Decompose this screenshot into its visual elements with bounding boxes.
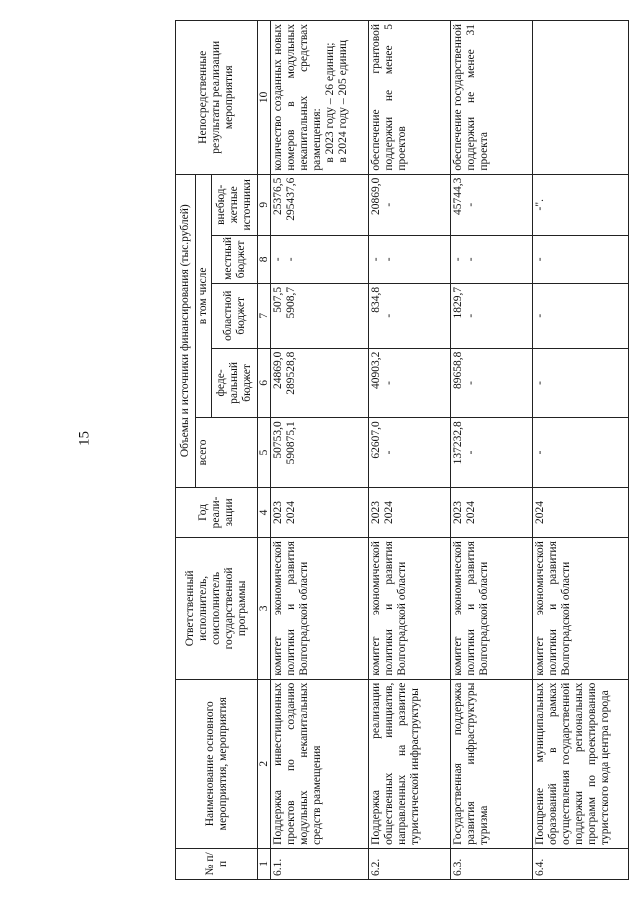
amount: 295437,6 [285,177,298,221]
row-federal [271,348,369,418]
year-value: 2023 [272,500,285,524]
amount: - [272,257,285,262]
col-number: 6 [258,348,271,418]
amount: - [383,380,396,385]
amount: - [452,257,465,262]
row-result [271,21,369,175]
col-number: 9 [258,174,271,235]
row-years [271,487,369,537]
page-number: 15 [76,431,93,446]
row-result [369,21,451,175]
row-total [271,418,369,488]
year-value: 2023 [452,500,465,524]
row-total [451,418,533,488]
row-total [533,418,629,488]
header-including: в том числе [196,174,212,418]
amount: - [285,257,298,262]
row-local [451,235,533,283]
table-row [369,21,451,880]
amount: 1829,7 [452,286,465,319]
year-value: 2023 [370,500,383,524]
row-years [451,487,533,537]
header-funding: Объемы и источники финансирования (тыс.рублей) [176,174,196,487]
col-number: 1 [258,848,271,879]
header-local: местный бюджет [212,235,258,283]
row-extra [369,174,451,235]
header-name: Наименование основного мероприятия, мероприятия [176,679,258,848]
result-text: в 2023 году – 26 единиц; [324,42,336,163]
amount: 25376,5 [272,177,285,215]
amount: 20869,0 [370,177,383,215]
row-extra [271,174,369,235]
year-value: 2024 [534,500,547,524]
header-responsible: Ответственный исполнитель, соисполнитель государственной программы [176,538,258,680]
row-regional [271,283,369,348]
row-local [271,235,369,283]
col-number: 7 [258,283,271,348]
table-row [271,21,369,880]
amount: 289528,8 [285,351,298,395]
row-regional [451,283,533,348]
amount: - [465,313,478,318]
amount: - [383,257,396,262]
row-local [533,235,629,283]
row-name: Поддержка реализации общественных инициатив, направленных на развитие туристической инфраструктуры [369,679,451,848]
result-text: обеспечение грантовой поддержки не менее 5 проектов [370,24,409,171]
row-number: 6.1. [271,848,369,879]
col-number: 8 [258,235,271,283]
amount: - [465,380,478,385]
row-regional [533,283,629,348]
result-text: обеспечение государственной поддержки не менее 31 проекта [452,24,491,171]
funding-table [175,20,629,880]
row-local [369,235,451,283]
header-federal: феде-ральный бюджет [212,348,258,418]
row-responsible: комитет экономической политики и развития Волгоградской области [451,538,533,680]
row-responsible: комитет экономической политики и развития Волгоградской области [271,538,369,680]
row-number: 6.3. [451,848,533,879]
amount: - [383,313,396,318]
row-responsible: комитет экономической политики и развития Волгоградской области [369,538,451,680]
col-number: 5 [258,418,271,488]
amount: 834,8 [370,286,383,313]
amount: 50753,0 [272,421,285,459]
result-text: количество созданных новых номеров в модульных некапитальных средствах размещения: [272,24,324,171]
amount: - [370,257,383,262]
amount: 137232,8 [452,421,465,465]
row-years [533,487,629,537]
amount: 40903,2 [370,351,383,389]
row-number: 6.2. [369,848,451,879]
amount: - [465,202,478,207]
year-value: 2024 [285,500,298,524]
amount: 89658,8 [452,351,465,389]
amount: 507,5 [272,286,285,313]
col-number: 4 [258,487,271,537]
row-name: Поддержка инвестиционных проектов по созданию модульных некапитальных средств размещения [271,679,369,848]
amount: 45744,3 [452,177,465,215]
result-text: в 2024 году – 205 единиц [336,39,349,163]
column-numbers-row [258,21,271,880]
table-row [533,21,629,880]
amount: 62607,0 [370,421,383,459]
header-total: всего [196,418,258,488]
row-years [369,487,451,537]
row-name: Государственная поддержка развития инфраструктуры туризма [451,679,533,848]
col-number: 10 [258,21,271,175]
amount: 24869,0 [272,351,285,389]
amount: - [465,450,478,455]
header-results: Непосредственные результаты реализации мероприятия [176,21,258,175]
col-number: 3 [258,538,271,680]
header-num: № п/п [176,848,258,879]
year-value: 2024 [465,500,478,524]
amount: - [534,257,547,262]
rotated-table-container [175,20,630,880]
amount: - [383,450,396,455]
header-year: Год реали-зации [176,487,258,537]
amount: 5908,7 [285,286,298,319]
header-regional: областной бюджет [212,283,258,348]
row-responsible: комитет экономической политики и развития Волгоградской области [533,538,629,680]
header-extra: внебюд-жетные источники [212,174,258,235]
row-result [451,21,533,175]
row-number: 6.4. [533,848,629,879]
row-extra [451,174,533,235]
row-federal [533,348,629,418]
amount: - [383,202,396,207]
row-extra [533,174,629,235]
row-total [369,418,451,488]
row-regional [369,283,451,348]
col-number: 2 [258,679,271,848]
amount: -". [534,199,547,211]
table-row [451,21,533,880]
amount: - [465,257,478,262]
amount: - [534,313,547,318]
amount: - [534,380,547,385]
row-federal [451,348,533,418]
year-value: 2024 [383,500,396,524]
row-name: Поощрение муниципальных образований в рамках осуществления государственной поддержки региональных программ по проектированию туристского кода центра города [533,679,629,848]
amount: - [534,450,547,455]
row-federal [369,348,451,418]
row-result [533,21,629,175]
amount: 590875,1 [285,421,298,465]
